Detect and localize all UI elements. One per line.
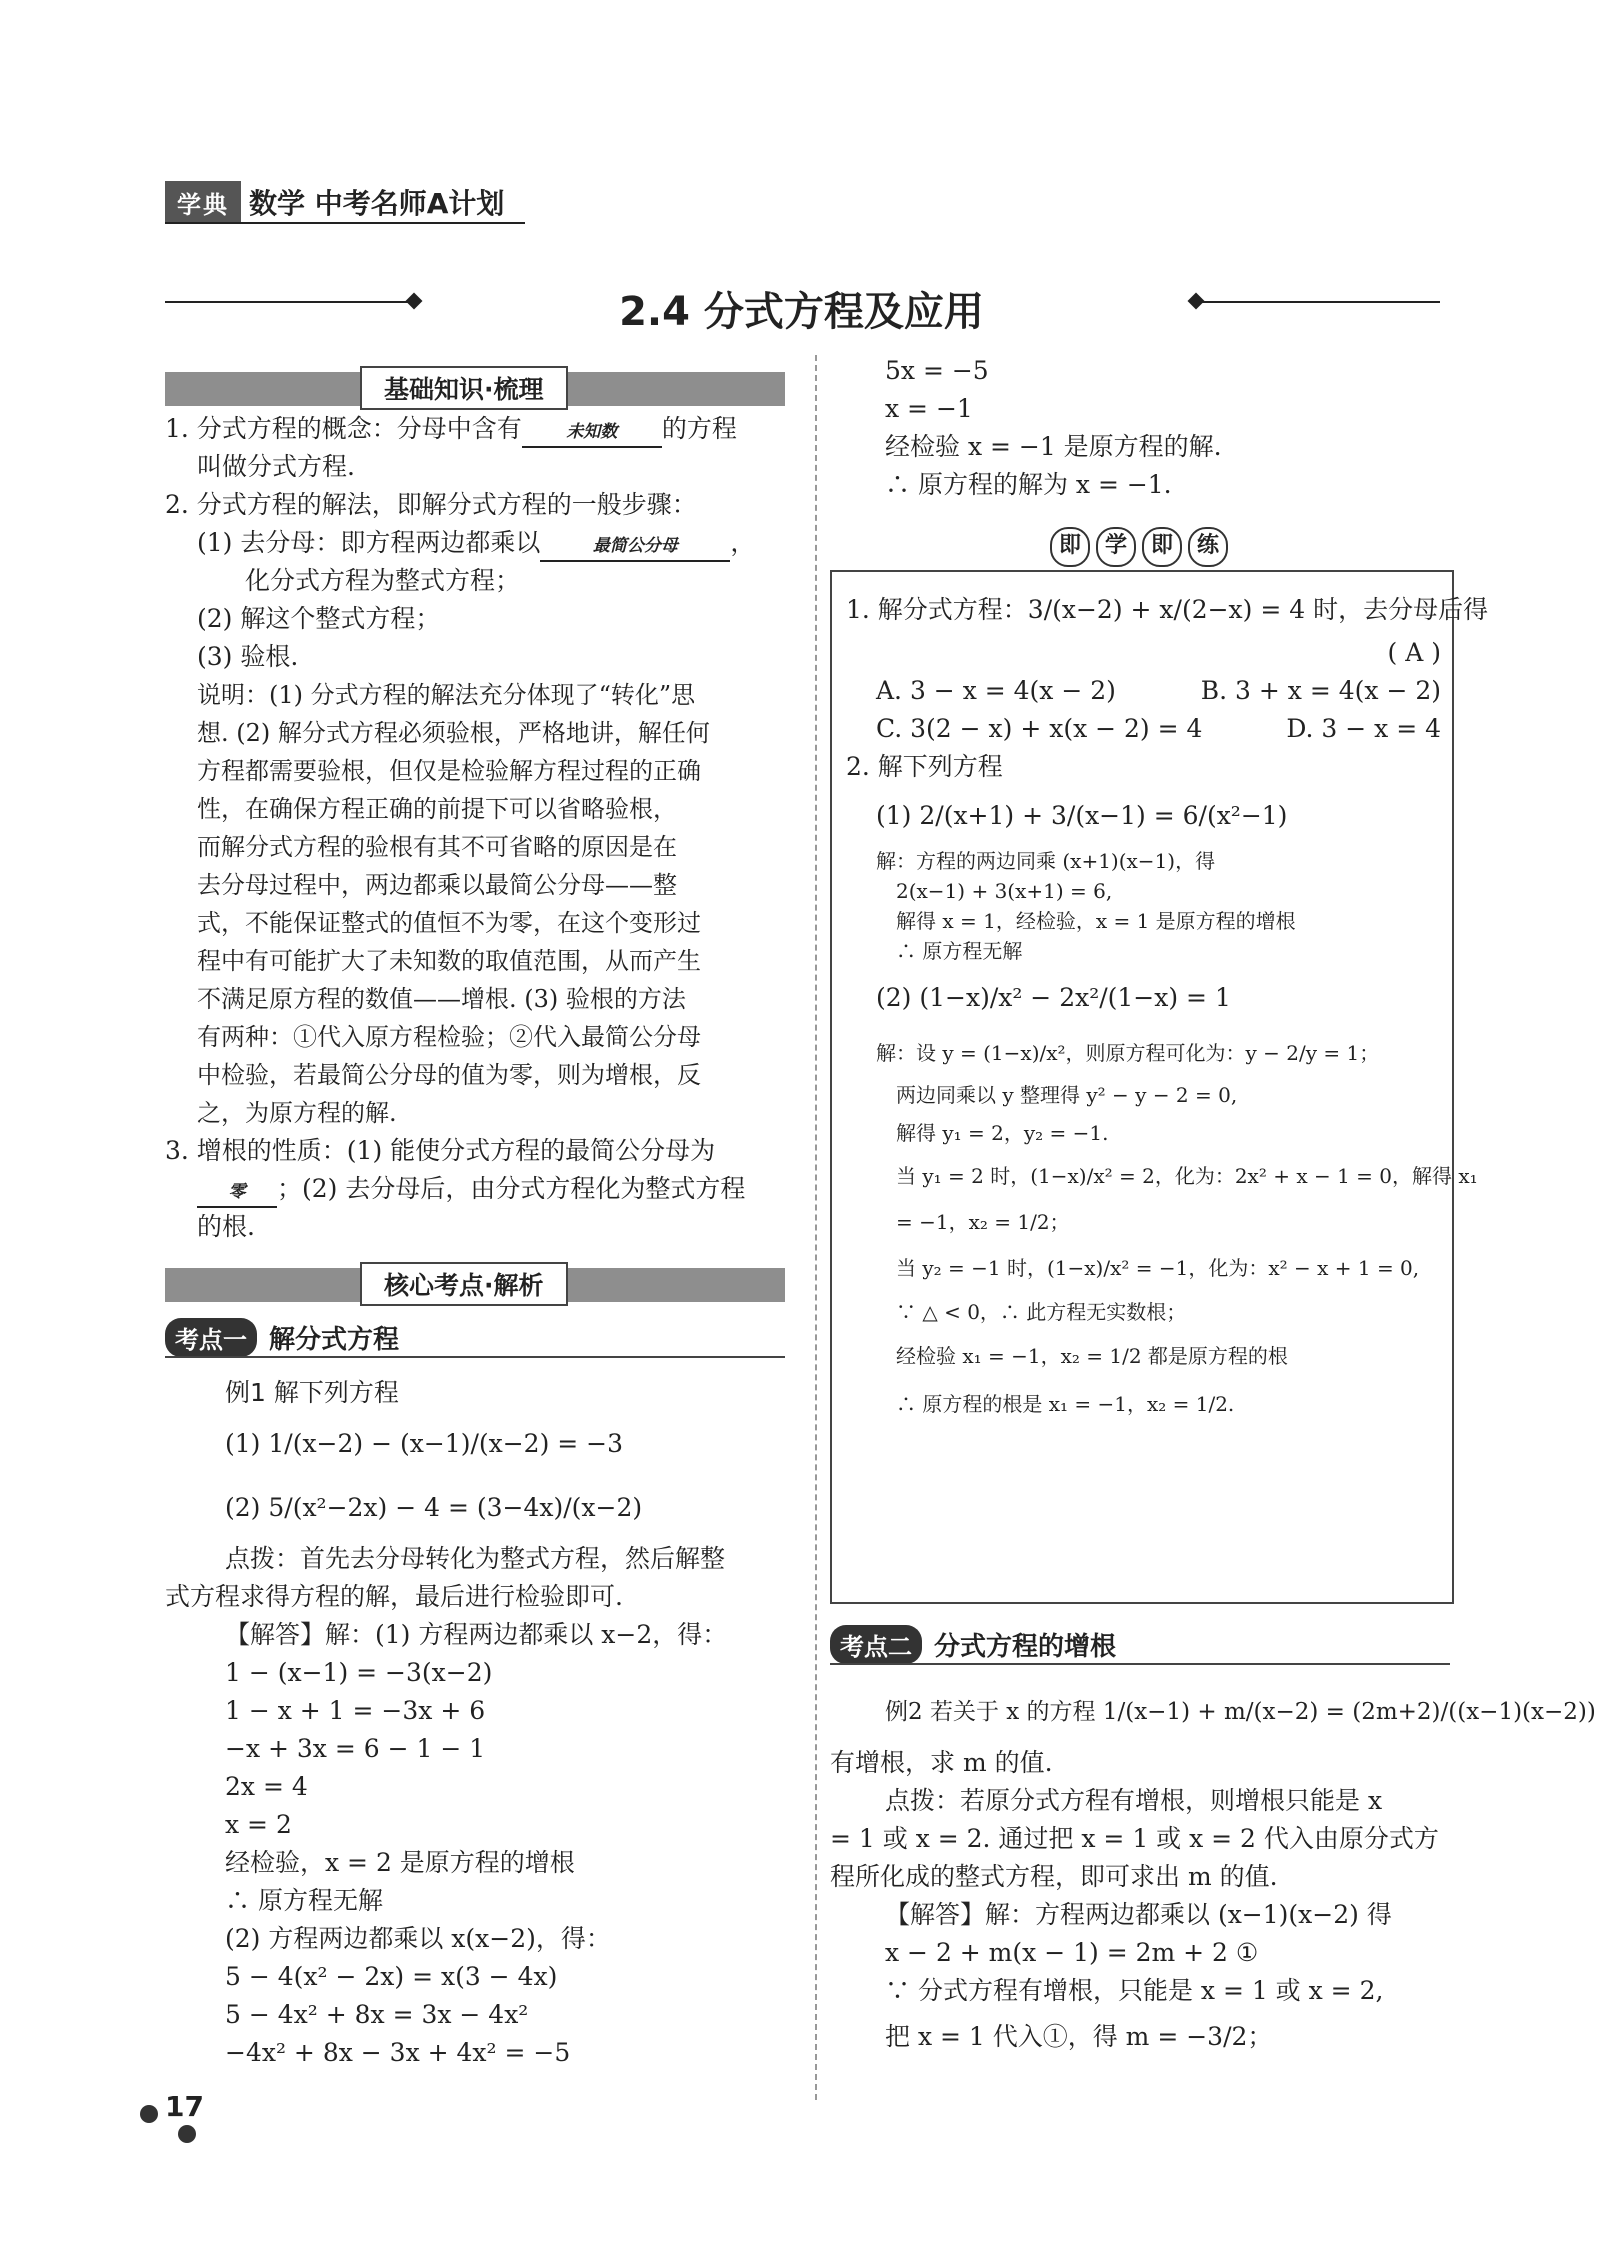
option-a: A. 3 − x = 4(x − 2) bbox=[876, 676, 1116, 705]
note-line: 方程都需要验根，但仅是检验解方程过程的正确 bbox=[197, 757, 701, 785]
option-c: C. 3(2 − x) + x(x − 2) = 4 bbox=[876, 714, 1203, 743]
solution-line: 【解答】解：(1) 方程两边都乘以 x−2，得： bbox=[225, 1620, 728, 1649]
practice-label-char: 练 bbox=[1188, 527, 1228, 567]
note-line: 而解分式方程的验根有其不可省略的原因是在 bbox=[197, 833, 677, 861]
kaodian-1-badge: 考点一 bbox=[165, 1318, 257, 1357]
example-2-question-cont: 有增根，求 m 的值. bbox=[830, 1748, 1053, 1777]
column-divider bbox=[815, 355, 817, 2100]
example-2-hint-cont: 程所化成的整式方程，即可求出 m 的值. bbox=[830, 1862, 1278, 1891]
banner-core bbox=[165, 1268, 785, 1302]
note-line: 想. (2) 解分式方程必须验根，严格地讲，解任何 bbox=[197, 719, 710, 747]
basics-list bbox=[165, 410, 795, 1246]
practice-q1-options-row1 bbox=[846, 672, 1441, 710]
solution-line: ∴ 原方程无解 bbox=[225, 1886, 383, 1915]
basics-item-3-cont: 零 ；(2) 去分母后，由分式方程化为整式方程 bbox=[165, 1170, 795, 1208]
explanation-note bbox=[165, 676, 795, 1132]
solution-line: 当 y₁ = 2 时，(1−x)/x² = 2，化为：2x² + x − 1 = 0，解得 x₁ bbox=[896, 1164, 1478, 1188]
section-title: 2.4 分式方程及应用 bbox=[619, 289, 984, 335]
basics-item-1-cont: 叫做分式方程. bbox=[197, 452, 355, 481]
example-1-hint: 点拨：首先去分母转化为整式方程，然后解整 bbox=[225, 1544, 726, 1573]
solution-line: ∵ 分式方程有增根，只能是 x = 1 或 x = 2, bbox=[885, 1976, 1384, 2005]
solution-line: −x + 3x = 6 − 1 − 1 bbox=[225, 1734, 486, 1763]
solution-continuation bbox=[885, 352, 1222, 504]
basics-step-1: (1) 去分母：即方程两边都乘以 最简公分母 ， bbox=[165, 524, 795, 562]
kaodian-2-underline bbox=[830, 1663, 1450, 1665]
page-ornament bbox=[178, 2125, 196, 2143]
basics-step-1-cont: 化分式方程为整式方程； bbox=[245, 566, 521, 595]
practice-q1-answer: ( A ) bbox=[1387, 638, 1441, 667]
banner-basics bbox=[165, 372, 785, 406]
header-underline bbox=[165, 222, 525, 224]
answer-blank: 最简公分母 bbox=[540, 532, 730, 562]
basics-step-3: (3) 验根. bbox=[197, 642, 299, 671]
solution-line: ∴ 原方程的解为 x = −1. bbox=[885, 470, 1172, 499]
example-2-question: 例2 若关于 x 的方程 1/(x−1) + m/(x−2) = (2m+2)/((x−1)(x−2)) bbox=[885, 1699, 1596, 1725]
solution-line: 经检验 x = −1 是原方程的解. bbox=[885, 432, 1222, 461]
note-line: 中检验，若最简公分母的值为零，则为增根，反 bbox=[197, 1061, 701, 1089]
example-1-equation-2: (2) 5/(x²−2x) − 4 = (3−4x)/(x−2) bbox=[225, 1493, 643, 1522]
brand-logo: 学典 bbox=[165, 181, 241, 224]
solution-line: 两边同乘以 y 整理得 y² − y − 2 = 0, bbox=[896, 1083, 1238, 1107]
kaodian-1-header bbox=[165, 1318, 399, 1357]
solution-line: x = 2 bbox=[225, 1810, 292, 1839]
basics-step-2: (2) 解这个整式方程； bbox=[197, 604, 441, 633]
option-b: B. 3 + x = 4(x − 2) bbox=[1200, 676, 1441, 705]
solution-line: ∴ 原方程无解 bbox=[896, 939, 1023, 963]
kaodian-2-title: 分式方程的增根 bbox=[934, 1632, 1117, 1662]
book-header bbox=[165, 180, 504, 224]
practice-label bbox=[1050, 527, 1228, 567]
example-1 bbox=[165, 1374, 795, 2072]
basics-item-3: 3. 增根的性质：(1) 能使分式方程的最简公分母为 bbox=[165, 1136, 716, 1165]
note-line: 不满足原方程的数值——增根. (3) 验根的方法 bbox=[197, 985, 686, 1013]
example-2 bbox=[830, 1680, 1596, 2064]
solution-line: 2x = 4 bbox=[225, 1772, 308, 1801]
kaodian-2-header bbox=[830, 1625, 1116, 1664]
example-1-solution bbox=[165, 1616, 795, 2072]
note-line: 有两种：①代入原方程检验；②代入最简公分母 bbox=[197, 1023, 701, 1051]
example-1-hint-cont: 式方程求得方程的解，最后进行检验即可. bbox=[165, 1582, 623, 1611]
example-1-equation-1: (1) 1/(x−2) − (x−1)/(x−2) = −3 bbox=[225, 1429, 624, 1458]
note-line: 去分母过程中，两边都乘以最简公分母——整 bbox=[197, 871, 677, 899]
solution-line: 把 x = 1 代入①，得 m = −3/2； bbox=[885, 2022, 1273, 2051]
practice-q2-1: (1) 2/(x+1) + 3/(x−1) = 6/(x²−1) bbox=[876, 801, 1288, 830]
solution-line: −4x² + 8x − 3x + 4x² = −5 bbox=[225, 2038, 571, 2067]
solution-line: = −1，x₂ = 1/2； bbox=[896, 1210, 1070, 1234]
solution-line: 解得 y₁ = 2，y₂ = −1. bbox=[896, 1121, 1109, 1145]
solution-line: 解得 x = 1，经检验，x = 1 是原方程的增根 bbox=[896, 909, 1296, 933]
solution-line: 解：设 y = (1−x)/x²，则原方程可化为：y − 2/y = 1； bbox=[876, 1041, 1380, 1065]
solution-line: 2(x−1) + 3(x+1) = 6, bbox=[896, 879, 1113, 903]
solution-line: ∴ 原方程的根是 x₁ = −1，x₂ = 1/2. bbox=[896, 1392, 1235, 1416]
practice-label-char: 即 bbox=[1142, 527, 1182, 567]
banner-core-label: 核心考点·解析 bbox=[360, 1262, 568, 1306]
example-1-title: 例1 解下列方程 bbox=[225, 1378, 399, 1407]
kaodian-1-underline bbox=[165, 1356, 785, 1358]
answer-blank: 零 bbox=[197, 1178, 277, 1208]
note-line: 程中有可能扩大了未知数的取值范围，从而产生 bbox=[197, 947, 701, 975]
practice-q2: 2. 解下列方程 bbox=[846, 752, 1003, 781]
solution-line: 解：方程的两边同乘 (x+1)(x−1)，得 bbox=[876, 849, 1216, 873]
practice-q2-2: (2) (1−x)/x² − 2x²/(1−x) = 1 bbox=[876, 983, 1231, 1012]
page-ornament bbox=[140, 2105, 158, 2123]
option-d: D. 3 − x = 4 bbox=[1286, 714, 1441, 743]
practice-label-char: 即 bbox=[1050, 527, 1090, 567]
practice-q1-options-row2 bbox=[846, 710, 1441, 748]
kaodian-2-badge: 考点二 bbox=[830, 1625, 922, 1664]
solution-line: 经检验，x = 2 是原方程的增根 bbox=[225, 1848, 575, 1877]
note-line: 式，不能保证整式的值恒不为零，在这个变形过 bbox=[197, 909, 701, 937]
title-rule-right bbox=[1200, 301, 1440, 303]
practice-box bbox=[830, 570, 1489, 1604]
solution-line: x − 2 + m(x − 1) = 2m + 2 ① bbox=[885, 1938, 1259, 1967]
series-title: 数学 中考名师A计划 bbox=[249, 187, 505, 220]
note-line: 说明：(1) 分式方程的解法充分体现了“转化”思 bbox=[197, 681, 696, 709]
solution-line: 经检验 x₁ = −1，x₂ = 1/2 都是原方程的根 bbox=[896, 1344, 1288, 1368]
basics-item-3-end: 的根. bbox=[197, 1212, 255, 1241]
example-2-hint-cont: = 1 或 x = 2. 通过把 x = 1 或 x = 2 代入由原分式方 bbox=[830, 1824, 1439, 1853]
solution-line: 1 − (x−1) = −3(x−2) bbox=[225, 1658, 493, 1687]
solution-line: (2) 方程两边都乘以 x(x−2)，得： bbox=[225, 1924, 611, 1953]
solution-line: 5 − 4(x² − 2x) = x(3 − 4x) bbox=[225, 1962, 558, 1991]
example-2-hint: 点拨：若原分式方程有增根，则增根只能是 x bbox=[885, 1786, 1383, 1815]
practice-label-char: 学 bbox=[1096, 527, 1136, 567]
basics-item-1: 1. 分式方程的概念：分母中含有 未知数 的方程 bbox=[165, 410, 795, 448]
solution-line: ∵ △ < 0，∴ 此方程无实数根； bbox=[896, 1300, 1187, 1324]
basics-item-2: 2. 分式方程的解法，即解分式方程的一般步骤： bbox=[165, 490, 697, 519]
page-number: 17 bbox=[165, 2090, 204, 2123]
practice-q1: 1. 解分式方程：3/(x−2) + x/(2−x) = 4 时，去分母后得 bbox=[846, 595, 1489, 624]
solution-line: 5 − 4x² + 8x = 3x − 4x² bbox=[225, 2000, 529, 2029]
answer-blank: 未知数 bbox=[522, 418, 662, 448]
banner-basics-label: 基础知识·梳理 bbox=[360, 366, 568, 410]
note-line: 之，为原方程的解. bbox=[197, 1099, 397, 1127]
solution-line: 5x = −5 bbox=[885, 356, 989, 385]
note-line: 性，在确保方程正确的前提下可以省略验根， bbox=[197, 795, 677, 823]
kaodian-1-title: 解分式方程 bbox=[269, 1325, 400, 1355]
solution-line: 【解答】解：方程两边都乘以 (x−1)(x−2) 得 bbox=[885, 1900, 1392, 1929]
solution-line: 1 − x + 1 = −3x + 6 bbox=[225, 1696, 486, 1725]
solution-line: 当 y₂ = −1 时，(1−x)/x² = −1，化为：x² − x + 1 = 0, bbox=[896, 1256, 1420, 1280]
solution-line: x = −1 bbox=[885, 394, 973, 423]
